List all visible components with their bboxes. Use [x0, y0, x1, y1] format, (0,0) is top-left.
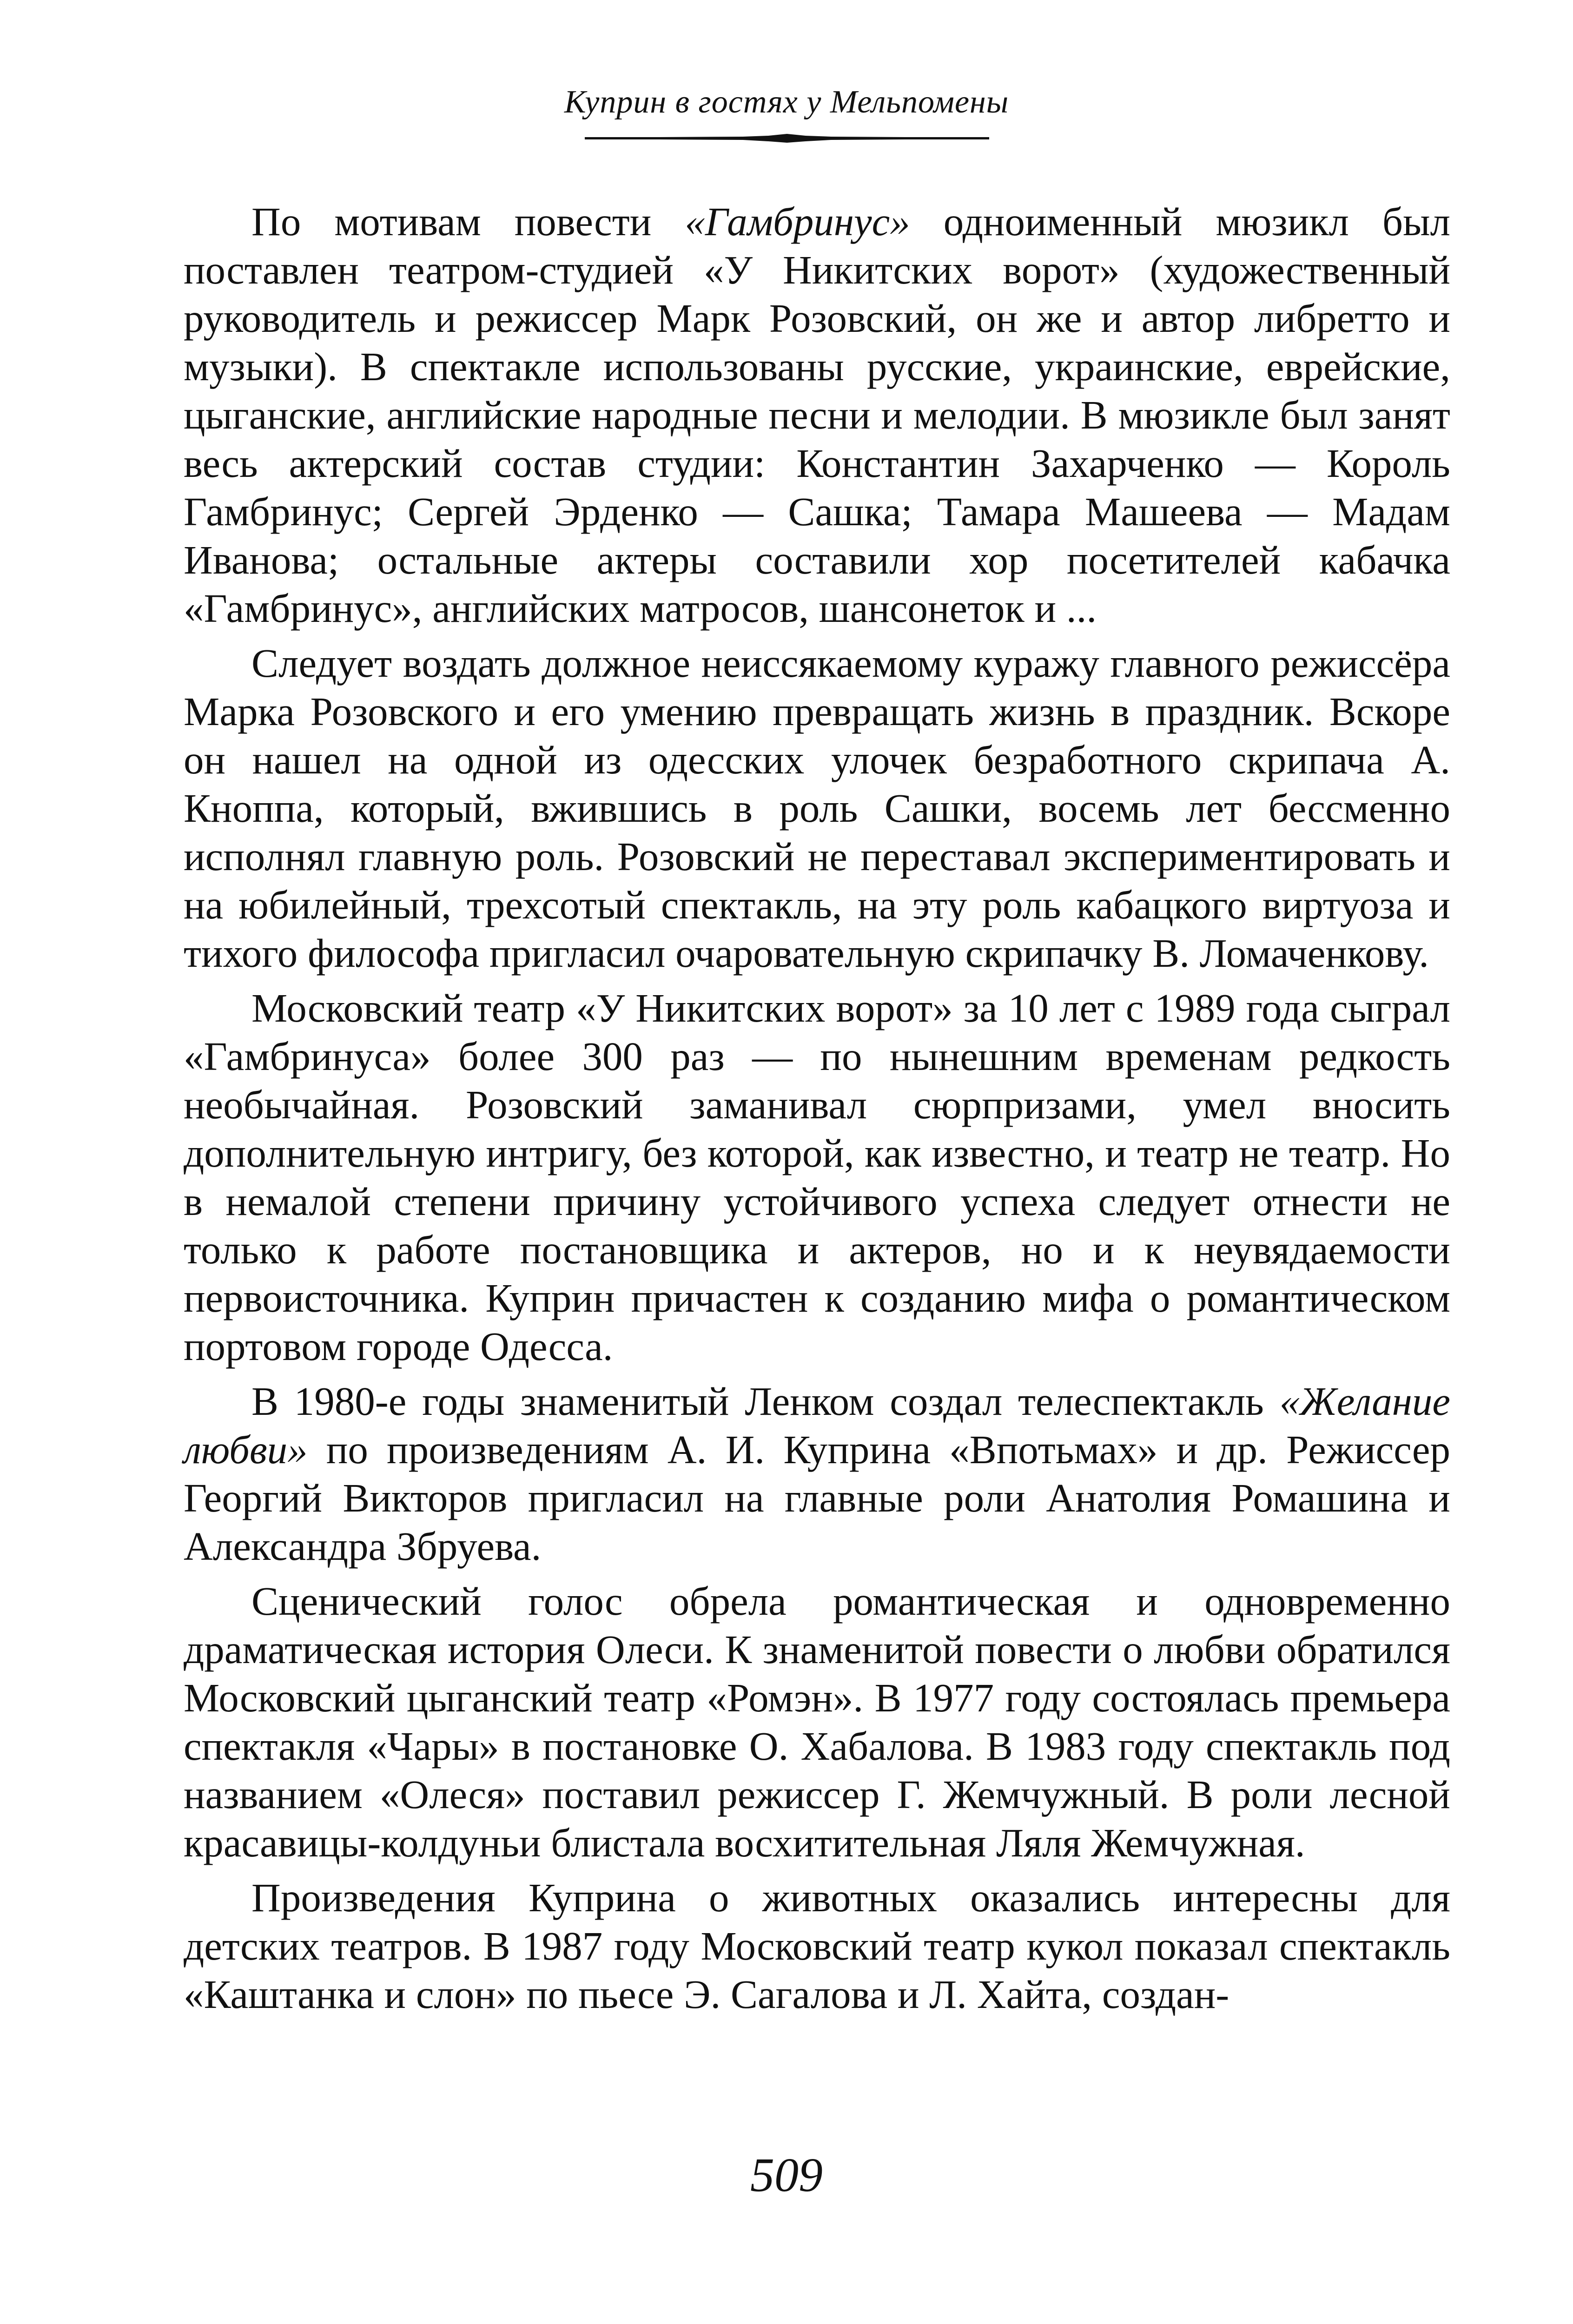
paragraph: Произведения Куприна о животных оказались интересны для детских театров. В 1987 году Московский театр кукол показал спектакль «Каштанка и слон» по пьесе Э. Сагалова и Л. Хайта, создан-: [184, 1875, 1450, 2017]
paragraph: По мотивам повести «Гамбринус» одноименный мюзикл был поставлен театром-студией «У Никитских ворот» (художественный руководитель и режиссер Марк Розовский, он же и автор либретто и музыки). В спектакле использованы русские, украинские, еврейские, цыганские, английские народные песни и мелодии. В мюзикле был занят весь актерский состав студии: Константин Захарченко — Король Гамбринус; Сергей Эрденко — Сашка; Тамара Машеева — Мадам Иванова; остальные актеры составили хор посетителей кабачка «Гамбринус», английских матросов, шансонеток и ...: [184, 199, 1450, 631]
header-ornament-rule: [585, 131, 989, 145]
paragraph: Сценический голос обрела романтическая и одновременно драматическая история Олеси. К знаменитой повести о любви обратился Московский цыганский театр «Ромэн». В 1977 году состоялась премьера спектакля «Чары» в постановке О. Хабалова. В 1983 году спектакль под названием «Олеся» поставил режиссер Г. Жемчужный. В роли лесной красавицы-колдуньи блистала восхитительная Ляля Жемчужная.: [184, 1578, 1450, 1865]
italic-title: «Желание любви»: [184, 1379, 1450, 1472]
italic-title: «Гамбринус»: [685, 199, 910, 244]
page-number: 509: [750, 2148, 823, 2202]
paragraph: Московский театр «У Никитских ворот» за 10 лет с 1989 года сыграл «Гамбринуса» более 300 раз — по нынешним временам редкость необычайная. Розовский заманивал сюрпризами, умел вносить дополнительную интригу, без которой, как известно, и театр не театр. Но в немалой степени причину устойчивого успеха следует отнести не только к работе постановщика и актеров, но и к неувядаемости первоисточника. Куприн причастен к созданию мифа о романтическом портовом городе Одесса.: [184, 985, 1450, 1369]
running-title: Куприн в гостях у Мельпомены: [564, 84, 1009, 120]
body-text: [184, 198, 1450, 2025]
paragraph: Следует воздать должное неиссякаемому куражу главного режиссёра Марка Розовского и его умению превращать жизнь в праздник. Вскоре он нашел на одной из одесских улочек безработного скрипача А. Кноппа, который, вжившись в роль Сашки, восемь лет бессменно исполнял главную роль. Розовский не переставал экспериментировать и на юбилейный, трехсотый спектакль, на эту роль кабацкого виртуоза и тихого философа пригласил очаровательную скрипачку В. Ломаченкову.: [184, 640, 1450, 976]
paragraph: В 1980-е годы знаменитый Ленком создал телеспектакль «Желание любви» по произведениям А. И. Куприна «Впотьмах» и др. Режиссер Георгий Викторов пригласил на главные роли Анатолия Ромашина и Александра Збруева.: [184, 1379, 1450, 1569]
